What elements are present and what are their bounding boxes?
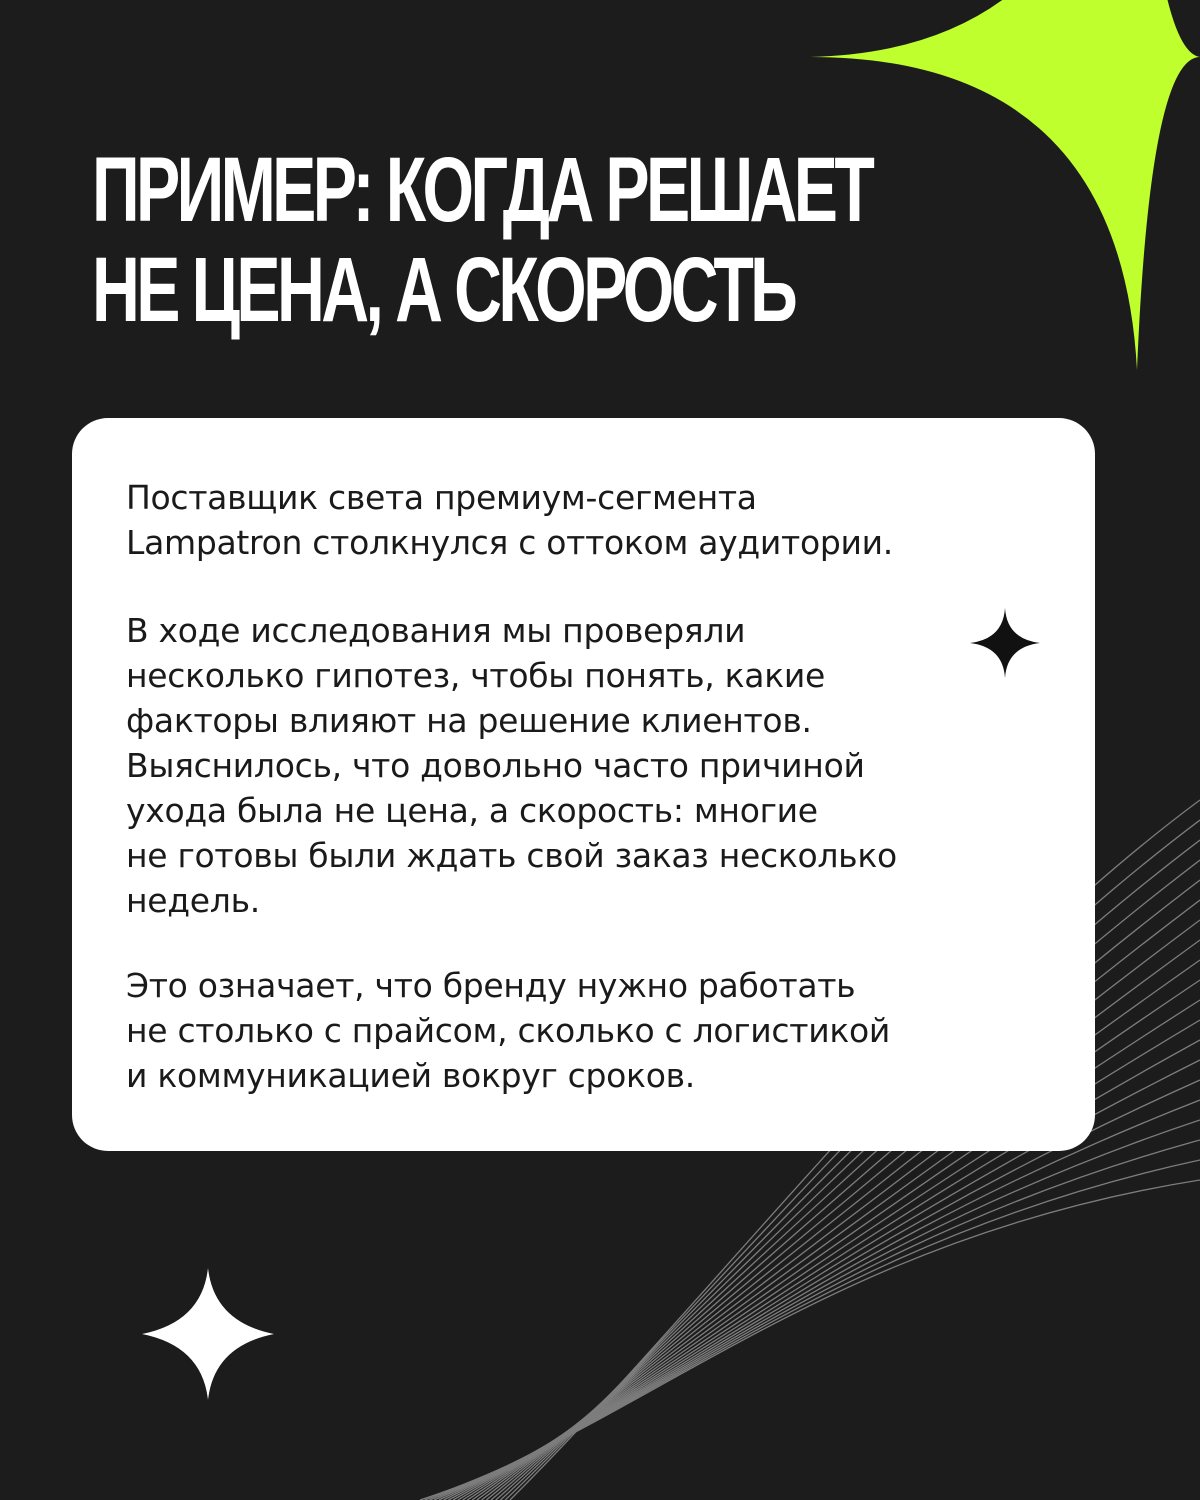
title-line-2: НЕ ЦЕНА, А СКОРОСТЬ xyxy=(92,239,795,341)
content-card xyxy=(72,418,1095,1151)
text-line: и коммуникацией вокруг сроков. xyxy=(126,1056,695,1095)
text-line: Lampatron столкнулся с оттоком аудитории. xyxy=(126,523,893,562)
wave-line xyxy=(439,1100,1200,1500)
text-line: несколько гипотез, чтобы понять, какие xyxy=(126,656,825,695)
text-line: факторы влияют на решение клиентов. xyxy=(126,701,812,740)
paragraph-intro xyxy=(126,475,893,565)
text-line: В ходе исследования мы проверяли xyxy=(126,611,746,650)
text-line: ухода была не цена, а скорость: многие xyxy=(126,791,818,830)
text-line: Поставщик света премиум-сегмента xyxy=(126,478,757,517)
title-line-1: ПРИМЕР: КОГДА РЕШАЕТ xyxy=(92,139,872,241)
text-line: недель. xyxy=(126,881,260,920)
sparkle-icon-small xyxy=(970,608,1040,678)
sparkle-icon-white xyxy=(142,1268,274,1400)
text-line: Выяснилось, что довольно часто причиной xyxy=(126,746,865,785)
paragraph-conclusion xyxy=(126,963,890,1098)
page-title xyxy=(92,139,872,341)
text-line: не столько с прайсом, сколько с логистикой xyxy=(126,1011,891,1050)
text-line: не готовы были ждать свой заказ несколько xyxy=(126,836,897,875)
text-line: Это означает, что бренду нужно работать xyxy=(126,966,856,1005)
paragraph-research xyxy=(126,608,897,923)
